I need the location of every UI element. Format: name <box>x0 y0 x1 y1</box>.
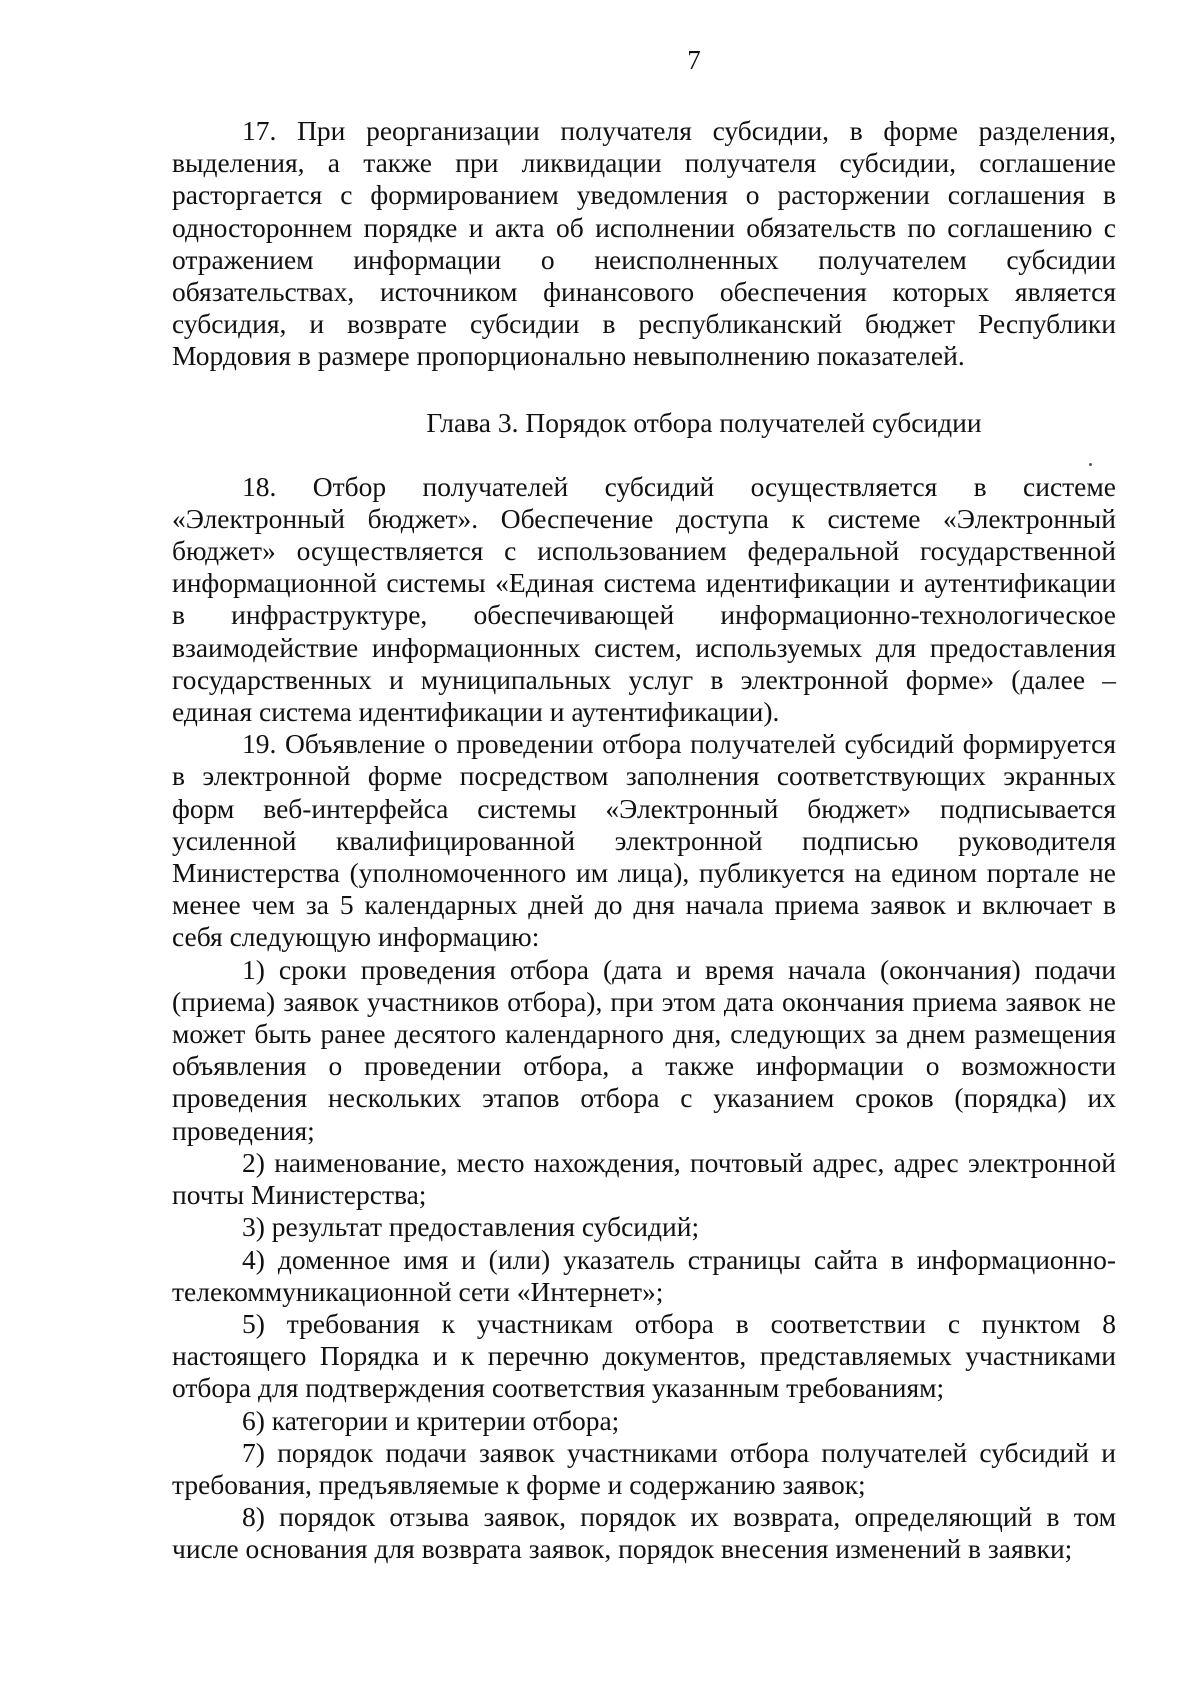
list-item: 5) требования к участникам отбора в соответствии с пунктом 8 настоящего Порядка и к перечню документов, представляемых участниками отбора для подтверждения соответствия указанным требованиям; <box>172 1307 1116 1404</box>
list-item: 3) результат предоставления субсидий; <box>242 1211 700 1243</box>
chapter-heading: Глава 3. Порядок отбора получателей субсидии <box>426 406 982 438</box>
list-item: 1) сроки проведения отбора (дата и время начала (окончания) подачи (приема) заявок участников отбора), при этом дата окончания приема заявок не может быть ранее десятого календарного дня, следующих за днем размещения объявления о проведении отбора, а также информации о возможности проведения нескольких этапов отбора с указанием сроков (порядка) их проведения; <box>172 953 1116 1146</box>
list-item: 8) порядок отзыва заявок, порядок их возврата, определяющий в том числе основания для возврата заявок, порядок внесения изменений в заявки; <box>172 1501 1116 1565</box>
list-item: 6) категории и критерии отбора; <box>242 1404 620 1436</box>
list-item: 4) доменное имя и (или) указатель страницы сайта в информационно-телекоммуникационной сети «Интернет»; <box>172 1243 1116 1307</box>
paragraph-19: 19. Объявление о проведении отбора получателей субсидий формируется в электронной форме посредством заполнения соответствующих экранных форм веб-интерфейса системы «Электронный бюджет» подписывается усиленной квалифицированной электронной подписью руководителя Министерства (уполномоченного им лица), публикуется на едином портале не менее чем за 5 календарных дней до дня начала приема заявок и включает в себя следующую информацию: <box>172 728 1116 953</box>
paragraph-17: 17. При реорганизации получателя субсидии, в форме разделения, выделения, а также при ликвидации получателя субсидии, соглашение расторгается с формированием уведомления о расторжении соглашения в одностороннем порядке и акта об исполнении обязательств по соглашению с отражением информации о неисполненных получателем субсидии обязательствах, источником финансового обеспечения которых является субсидия, и возврате субсидии в республиканский бюджет Республики Мордовия в размере пропорционально невыполнению показателей. <box>172 115 1116 372</box>
list-item: 2) наименование, место нахождения, почтовый адрес, адрес электронной почты Министерства; <box>172 1146 1116 1211</box>
paragraph-18: 18. Отбор получателей субсидий осуществляется в системе «Электронный бюджет». Обеспечение доступа к системе «Электронный бюджет» осуществляется с использованием федеральной государственной информационной системы «Единая система идентификации и аутентификации в инфраструктуре, обеспечивающей информационно-технологическое взаимодействие информационных систем, используемых для предоставления государственных и муниципальных услуг в электронной форме» (далее – единая система идентификации и аутентификации). <box>172 470 1116 728</box>
document-page <box>172 40 1116 1566</box>
list-item: 7) порядок подачи заявок участниками отбора получателей субсидий и требования, предъявляемые к форме и содержанию заявок; <box>172 1436 1116 1500</box>
page-number: 7 <box>687 45 701 75</box>
